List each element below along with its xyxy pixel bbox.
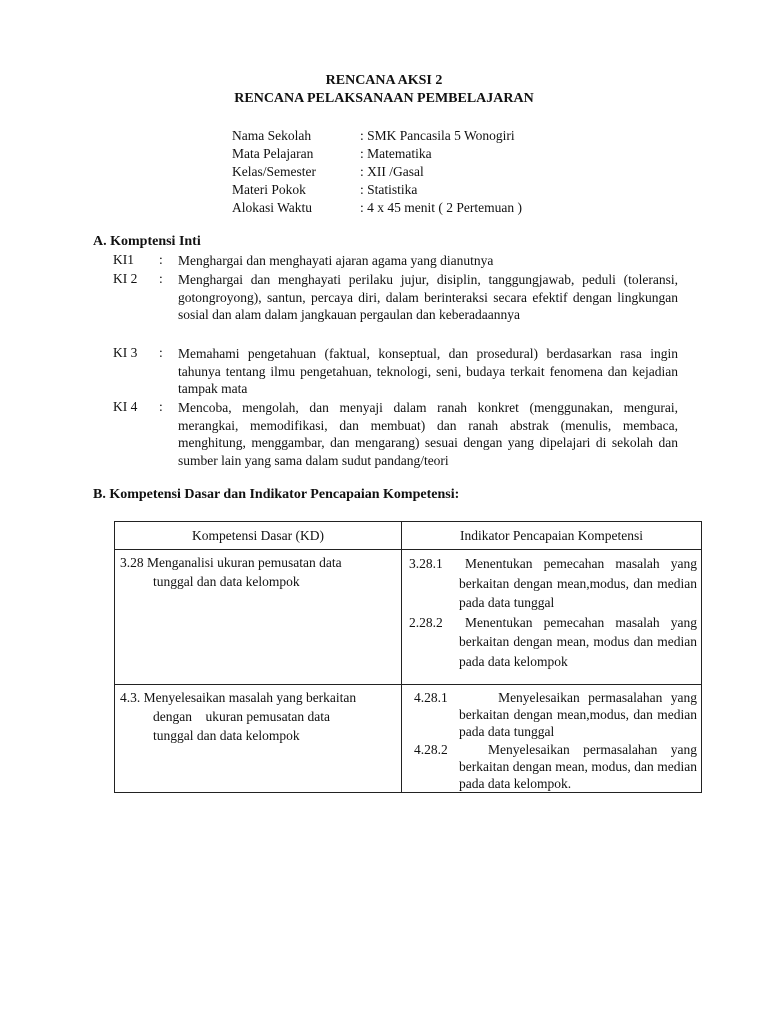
section-a-heading: A. Komptensi Inti — [93, 234, 201, 249]
ki-description: Menghargai dan menghayati perilaku jujur, disiplin, tanggungjawab, peduli (toleransi, gotongroyong), santun, percaya diri, dalam berinteraksi secara efektif dengan lingkungan sosial dan alam dalam jangkauan pergaulan dan keberadaannya — [178, 272, 678, 322]
indicator-cell — [402, 550, 702, 685]
kd-text — [115, 550, 401, 591]
column-header-kd: Kompetensi Dasar (KD) — [115, 522, 402, 550]
indicator-number: 4.28.2 — [414, 742, 448, 757]
identity-block — [232, 127, 522, 217]
kd-cell — [115, 550, 402, 685]
identity-value: : SMK Pancasila 5 Wonogiri — [360, 128, 515, 143]
column-header-indicator: Indikator Pencapaian Kompetensi — [402, 522, 702, 550]
indicator-text: berkaitan dengan mean, modus dan median pada data kelompok — [459, 634, 697, 669]
ki-colon: : — [159, 399, 163, 414]
indicator-number: 3.28.1 — [409, 556, 443, 571]
identity-value: : 4 x 45 menit ( 2 Pertemuan ) — [360, 200, 522, 215]
section-b-heading: B. Kompetensi Dasar dan Indikator Pencapaian Kompetensi: — [93, 487, 460, 502]
indicator-first-line — [409, 741, 697, 758]
indicator-text: Menyelesaikan permasalahan yang — [488, 742, 698, 757]
indicator-item — [402, 740, 701, 792]
table-row — [115, 550, 702, 685]
identity-label: Materi Pokok — [232, 182, 306, 197]
kd-number: 4.3. — [120, 690, 141, 705]
document-title: RENCANA AKSI 2 — [325, 73, 443, 88]
kd-table — [114, 521, 702, 793]
ki-code: KI 4 — [113, 399, 138, 414]
ki-code: KI 2 — [113, 271, 138, 286]
kd-line: tunggal dan data kelompok — [153, 728, 300, 743]
table-row — [115, 685, 702, 793]
kd-number: 3.28 — [120, 555, 144, 570]
kd-text — [115, 685, 401, 745]
indicator-text: Menentukan pemecahan masalah yang — [464, 556, 697, 571]
kd-line: Menganalisi ukuran pemusatan data — [147, 555, 342, 570]
identity-value: : Statistika — [360, 182, 418, 197]
identity-label: Mata Pelajaran — [232, 146, 314, 161]
identity-label: Kelas/Semester — [232, 164, 316, 179]
ki-code: KI1 — [113, 252, 134, 267]
kd-line: dengan ukuran pemusatan data — [153, 709, 330, 724]
identity-row — [232, 199, 522, 217]
ki-description: Mencoba, mengolah, dan menyaji dalam ranah konkret (menggunakan, mengurai, merangkai, memodifikasi, dan membuat) dan ranah abstrak (menulis, membaca, menghitung, menggambar, dan mengarang) sesuai dengan yang dipelajari di sekolah dan sumber lain yang sama dalam sudut pandang/teori — [178, 400, 678, 468]
kd-line: tunggal dan data kelompok — [153, 574, 300, 589]
indicator-first-line — [409, 689, 697, 706]
kd-line: Menyelesaikan masalah yang berkaitan — [143, 690, 357, 705]
ki-description: Memahami pengetahuan (faktual, konseptual, dan prosedural) berdasarkan rasa ingin tahunya tentang ilmu pengetahuan, teknologi, seni, budaya terkait fenomena dan kejadian tampak mata — [178, 346, 678, 396]
indicator-text: Menyelesaikan permasalahan yang — [498, 690, 698, 705]
indicator-number: 4.28.1 — [414, 690, 448, 705]
identity-row — [232, 181, 522, 199]
table-header-row — [115, 522, 702, 550]
indicator-first-line — [409, 554, 697, 574]
indicator-item — [402, 550, 701, 613]
indicator-text: Menentukan pemecahan masalah yang — [464, 614, 697, 630]
ki-colon: : — [159, 252, 163, 267]
identity-value: : XII /Gasal — [360, 164, 424, 179]
identity-label: Nama Sekolah — [232, 128, 312, 143]
identity-row — [232, 145, 522, 163]
kd-cell — [115, 685, 402, 793]
ki-description: Menghargai dan menghayati ajaran agama yang dianutnya — [178, 253, 494, 268]
indicator-first-line — [409, 613, 697, 633]
identity-row — [232, 127, 522, 145]
ki-colon: : — [159, 345, 163, 360]
ki-colon: : — [159, 271, 163, 286]
indicator-cell — [402, 685, 702, 793]
document-subtitle: RENCANA PELAKSANAAN PEMBELAJARAN — [234, 91, 534, 106]
identity-row — [232, 163, 522, 181]
indicator-number: 2.28.2 — [409, 614, 443, 630]
indicator-text: berkaitan dengan mean, modus, dan median pada data kelompok. — [459, 759, 697, 791]
identity-value: : Matematika — [360, 146, 432, 161]
indicator-item — [402, 613, 701, 672]
ki-code: KI 3 — [113, 345, 138, 360]
identity-label: Alokasi Waktu — [232, 200, 313, 215]
indicator-item — [402, 685, 701, 740]
indicator-text: berkaitan dengan mean,modus, dan median pada data tunggal — [459, 575, 697, 610]
indicator-text: berkaitan dengan mean,modus, dan median pada data tunggal — [459, 707, 697, 739]
